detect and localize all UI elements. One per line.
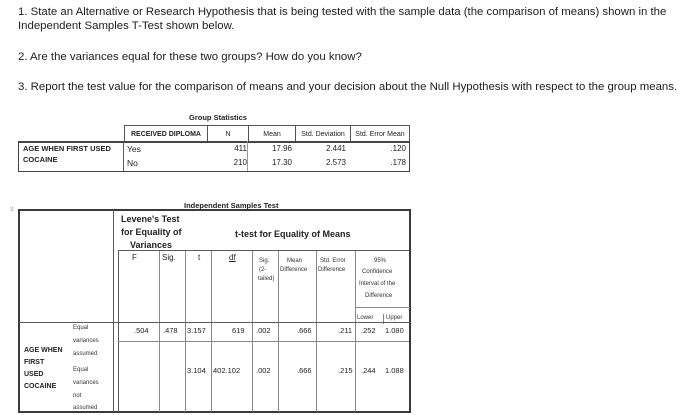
header-std-error-mean: Std. Error Mean bbox=[350, 125, 410, 142]
row2-lower: .244 bbox=[361, 366, 376, 375]
sd-yes: 2.441 bbox=[325, 144, 346, 153]
group-row-label-line-2: COCAINE bbox=[23, 155, 58, 164]
unequal-variances-1: Equal bbox=[73, 367, 89, 373]
group-statistics-title: Group Statistics bbox=[189, 113, 247, 122]
ind-row-label-2: FIRST bbox=[24, 359, 45, 366]
header-df: df bbox=[229, 253, 236, 262]
equal-variances-1: Equal bbox=[73, 325, 89, 331]
group-row-label-line-1: AGE WHEN FIRST USED bbox=[23, 144, 111, 153]
independent-samples-title: Independent Samples Test bbox=[184, 201, 279, 210]
header-ci-1: 95% bbox=[374, 258, 387, 264]
ttest-header: t-test for Equality of Means bbox=[235, 229, 351, 239]
group-no: No bbox=[127, 157, 138, 168]
question-3: 3. Report the test value for the comparison of means and your decision about the Null Hypothesis with respect to the group means. bbox=[18, 81, 678, 93]
row2-upper: 1.088 bbox=[385, 366, 404, 375]
ind-row-label-1: AGE WHEN bbox=[24, 347, 63, 354]
row1-t: 3.157 bbox=[187, 326, 206, 335]
header-sig: Sig. bbox=[162, 253, 176, 262]
row2-t: 3.104 bbox=[187, 366, 206, 375]
header-std-deviation: Std. Deviation bbox=[295, 125, 351, 142]
n-yes: 411 bbox=[234, 144, 247, 153]
mean-no: 17.30 bbox=[271, 158, 292, 167]
n-no: 210 bbox=[233, 158, 247, 167]
question-2: 2. Are the variances equal for these two groups? How do you know? bbox=[18, 51, 362, 63]
header-sig2-2: (2- bbox=[259, 267, 267, 273]
header-sig2-1: Sig. bbox=[259, 258, 270, 264]
row1-df: 619 bbox=[232, 326, 245, 335]
row1-mean-diff: .666 bbox=[297, 326, 312, 335]
row1-sig2: .002 bbox=[256, 326, 271, 335]
levene-header-line-1: Levene's Test bbox=[121, 214, 180, 224]
row2-df: 402.102 bbox=[213, 366, 241, 375]
row2-sig2: .002 bbox=[256, 366, 271, 375]
row1-lower: .252 bbox=[361, 326, 376, 335]
unequal-variances-3: not bbox=[73, 393, 82, 399]
row2-mean-diff: .666 bbox=[297, 366, 312, 375]
ind-row-label-4: COCAINE bbox=[24, 383, 57, 390]
header-mean-diff-1: Mean bbox=[287, 258, 303, 264]
header-ci-3: Interval of the bbox=[359, 281, 396, 287]
sd-no: 2.573 bbox=[325, 158, 346, 167]
row1-std-error-diff: .211 bbox=[338, 326, 353, 335]
equal-variances-3: assumed bbox=[73, 351, 98, 357]
se-yes: .120 bbox=[390, 144, 406, 153]
unequal-variances-2: variances bbox=[73, 380, 99, 386]
levene-header-line-3: Variances bbox=[130, 240, 173, 250]
row2-std-error-diff: .215 bbox=[338, 366, 353, 375]
ind-row-label-3: USED bbox=[24, 371, 44, 378]
header-ci-2: Confidence bbox=[362, 269, 393, 275]
se-no: .178 bbox=[390, 158, 406, 167]
mean-yes: 17.96 bbox=[271, 144, 292, 153]
levene-header-line-2: for Equality of bbox=[121, 227, 182, 237]
question-1-line-2: Independent Samples T-Test shown below. bbox=[18, 20, 235, 32]
header-n: N bbox=[207, 125, 249, 142]
header-mean: Mean bbox=[248, 125, 296, 142]
group-yes: Yes bbox=[127, 143, 141, 154]
header-f: F bbox=[132, 253, 137, 262]
header-mean-diff-2: Difference bbox=[280, 267, 308, 273]
row1-f: .504 bbox=[134, 326, 149, 335]
row1-upper: 1.080 bbox=[385, 326, 404, 335]
header-received-diploma: RECEIVED DIPLOMA bbox=[124, 125, 208, 142]
equal-variances-2: variances bbox=[73, 338, 99, 344]
header-t: t bbox=[198, 253, 201, 262]
header-lower: Lower bbox=[357, 315, 374, 321]
question-1-line-1: 1. State an Alternative or Research Hypothesis that is being tested with the sample data (the comparison of means) shown in the bbox=[18, 6, 667, 18]
header-sig2-3: tailed) bbox=[258, 276, 275, 282]
header-std-error-diff-2: Difference bbox=[318, 267, 346, 273]
header-upper: Upper bbox=[386, 315, 403, 321]
unequal-variances-4: assumed bbox=[73, 405, 98, 411]
margin-mark: 3 bbox=[10, 207, 14, 213]
row1-sig: .478 bbox=[163, 326, 178, 335]
header-std-error-diff-1: Std. Error bbox=[320, 258, 346, 264]
header-ci-4: Difference bbox=[365, 293, 393, 299]
